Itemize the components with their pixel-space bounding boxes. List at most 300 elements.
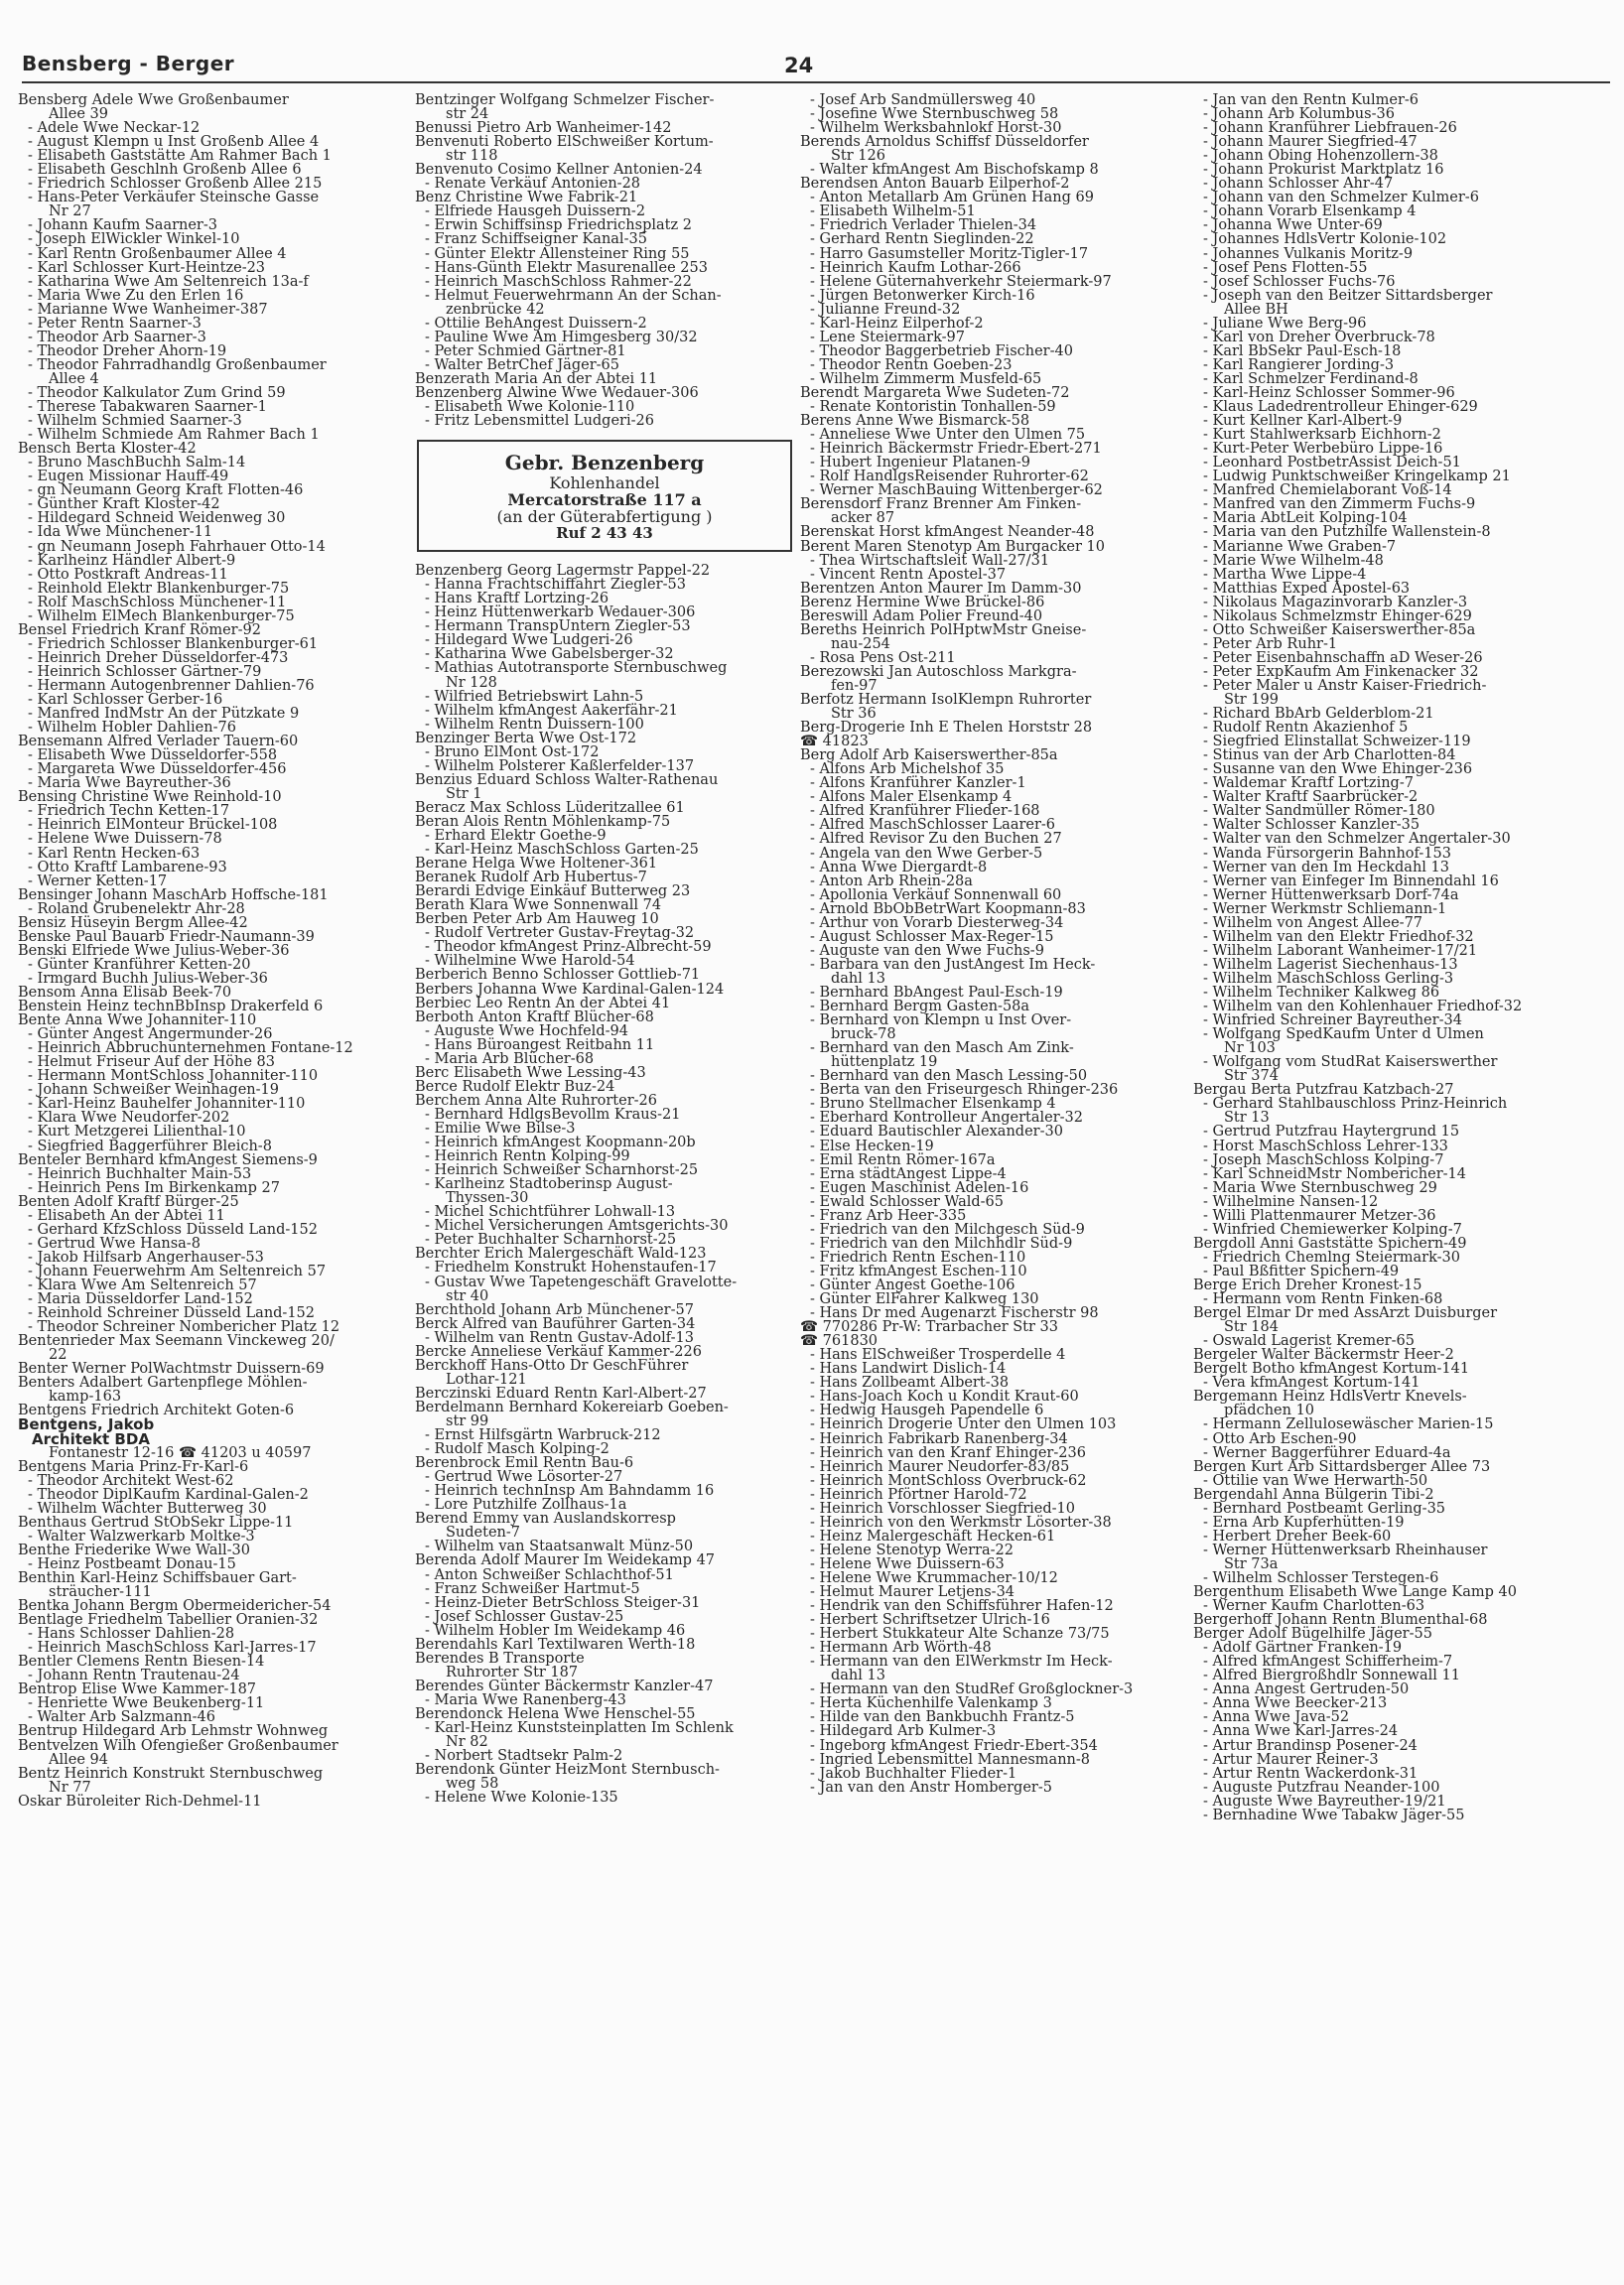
directory-entry: Bergelt Botho kfmAngest Kortum-141 xyxy=(1193,1361,1470,1378)
directory-entry: Bergau Berta Putzfrau Katzbach-27 xyxy=(1193,1082,1454,1099)
directory-entry: Bensel Friedrich Kranf Römer-92 xyxy=(18,621,261,638)
directory-entry: - Rudolf Masch Kolping-2 xyxy=(425,1441,609,1458)
directory-entry: - Hubert Ingenieur Platanen-9 xyxy=(810,455,1030,471)
directory-entry: - Heinrich Bäckermstr Friedr-Ebert-271 xyxy=(810,441,1102,458)
directory-entry: - Hans ElSchweißer Trosperdelle 4 xyxy=(810,1347,1066,1364)
directory-entry: Bergdoll Anni Gaststätte Spichern-49 xyxy=(1193,1235,1467,1252)
directory-entry: Bentka Johann Bergm Obermeidericher-54 xyxy=(18,1598,332,1615)
directory-entry: - Erna Arb Kupferhütten-19 xyxy=(1203,1514,1405,1531)
directory-entry: - Maria Wwe Zu den Erlen 16 xyxy=(28,287,244,304)
directory-entry: - Heinrich Schweißer Scharnhorst-25 xyxy=(425,1162,699,1179)
column-2 xyxy=(415,93,798,2277)
directory-entry: - Harro Gasumsteller Moritz-Tigler-17 xyxy=(810,245,1089,262)
directory-entry: Berdelmann Bernhard Kokereiarb Goeben- xyxy=(415,1399,729,1415)
directory-entry: - Werner MaschBauing Wittenberger-62 xyxy=(810,482,1103,499)
directory-entry: - Johann van den Schmelzer Kulmer-6 xyxy=(1203,190,1479,206)
directory-entry: - Wilhelm kfmAngest Aakerfähr-21 xyxy=(425,702,678,719)
directory-entry: Bentgens Maria Prinz-Fr-Karl-6 xyxy=(18,1458,249,1475)
directory-entry: - Karl-Heinz Kunststeinplatten Im Schlenk xyxy=(425,1720,734,1737)
directory-entry: - Wilhelm Laborant Wanheimer-17/21 xyxy=(1203,942,1478,959)
directory-entry: - Wilhelm Schmied Saarner-3 xyxy=(28,413,242,430)
directory-entry: Bensch Berta Kloster-42 xyxy=(18,441,197,458)
directory-entry: - Josefine Wwe Sternbuschweg 58 xyxy=(810,106,1059,123)
header-rule xyxy=(22,81,1610,83)
directory-entry: - Alfred kfmAngest Schifferheim-7 xyxy=(1203,1654,1453,1671)
directory-entry: - Eduard Bautischler Alexander-30 xyxy=(810,1124,1063,1141)
directory-entry: - Heinrich Maurer Neudorfer-83/85 xyxy=(810,1458,1070,1475)
directory-entry: Berfotz Hermann IsolKlempn Ruhrorter xyxy=(800,692,1092,709)
directory-entry: - Walter Kraftf Saarbrücker-2 xyxy=(1203,789,1419,806)
directory-entry: - Hans-Günth Elektr Masurenallee 253 xyxy=(425,259,708,276)
directory-entry: - Adele Wwe Neckar-12 xyxy=(28,120,201,137)
directory-entry: - Fritz Lebensmittel Ludgeri-26 xyxy=(425,413,654,430)
directory-entry: - Heinrich Schlosser Gärtner-79 xyxy=(28,663,262,680)
directory-entry: - Lene Steiermark-97 xyxy=(810,329,965,345)
directory-entry: - Hildegard Wwe Ludgeri-26 xyxy=(425,632,633,649)
directory-entry: - Heinrich Rentn Kolping-99 xyxy=(425,1148,630,1165)
directory-entry: - Kurt Stahlwerksarb Eichhorn-2 xyxy=(1203,427,1441,444)
entry-continuation: Sudeten-7 xyxy=(446,1525,521,1542)
entry-continuation: fen-97 xyxy=(831,677,878,694)
directory-entry: - Wilhelm Lagerist Siechenhaus-13 xyxy=(1203,956,1458,973)
directory-entry: - Helene Wwe Kolonie-135 xyxy=(425,1790,618,1807)
directory-entry: - Karl Rangierer Jording-3 xyxy=(1203,356,1395,373)
directory-entry: Berendonk Günter HeizMont Sternbusch- xyxy=(415,1762,720,1779)
directory-entry: - Wilhelm Schlosser Terstegen-6 xyxy=(1203,1569,1439,1586)
directory-entry: - Rolf HandlgsReisender Ruhrorter-62 xyxy=(810,469,1089,485)
directory-entry: - Johann Vorarb Elsenkamp 4 xyxy=(1203,203,1417,220)
page-number: 24 xyxy=(784,54,814,77)
directory-entry: Berentzen Anton Maurer Im Damm-30 xyxy=(800,580,1082,597)
directory-entry: Bensiz Hüseyin Bergm Allee-42 xyxy=(18,914,248,931)
directory-entry: - Alfons Arb Michelshof 35 xyxy=(810,761,1005,778)
directory-entry: - Kurt Kellner Karl-Albert-9 xyxy=(1203,413,1403,430)
directory-entry: - Hans Landwirt Dislich-14 xyxy=(810,1361,1007,1378)
directory-entry: - Siegfried Baggerführer Bleich-8 xyxy=(28,1138,272,1154)
directory-entry: - Peter Rentn Saarner-3 xyxy=(28,315,202,332)
directory-entry: - Hans Zollbeamt Albert-38 xyxy=(810,1375,1010,1392)
entry-continuation: pfädchen 10 xyxy=(1224,1403,1315,1419)
directory-entry: Berane Helga Wwe Holtener-361 xyxy=(415,856,658,873)
directory-entry: - Karl von Dreher Overbruck-78 xyxy=(1203,329,1435,345)
directory-entry: - Alfred Biergroßhdlr Sonnewall 11 xyxy=(1203,1668,1460,1684)
directory-entry: - Marianne Wwe Graben-7 xyxy=(1203,538,1397,555)
directory-entry: - Walter Walzwerkarb Moltke-3 xyxy=(28,1528,255,1545)
directory-entry: - Mathias Autotransporte Sternbuschweg xyxy=(425,660,728,677)
directory-entry: - Walter BetrChef Jäger-65 xyxy=(425,356,619,373)
directory-entry: Berckhoff Hans-Otto Dr GeschFührer xyxy=(415,1357,689,1374)
ad-business-type: Kohlenhandel xyxy=(549,473,660,493)
entry-continuation: Lothar-121 xyxy=(446,1371,527,1388)
directory-entry: - Hedwig Hausgeh Papendelle 6 xyxy=(810,1403,1044,1419)
directory-entry: Bentrop Elise Wwe Kammer-187 xyxy=(18,1681,257,1698)
directory-entry: Berboth Anton Kraftf Blücher-68 xyxy=(415,1008,654,1025)
directory-entry: - Hermann TranspUntern Ziegler-53 xyxy=(425,618,691,635)
directory-entry: - Anna Wwe Karl-Jarres-24 xyxy=(1203,1723,1399,1740)
directory-entry: - Julianne Freund-32 xyxy=(810,301,961,318)
entry-continuation: dahl 13 xyxy=(831,1668,885,1684)
directory-entry: - Wolfgang SpedKaufm Unter d Ulmen xyxy=(1203,1026,1484,1043)
directory-entry: Berendes B Transporte xyxy=(415,1650,585,1667)
directory-entry: - Roland Grubenelektr Ahr-28 xyxy=(28,900,245,917)
directory-entry: Benzenberg Georg Lagermstr Pappel-22 xyxy=(415,563,711,580)
directory-entry: - Siegfried Elinstallat Schweizer-119 xyxy=(1203,734,1471,750)
directory-entry: - Wilhelm van Rentn Gustav-Adolf-13 xyxy=(425,1329,694,1346)
directory-entry: Benthaus Gertrud StObSekr Lippe-11 xyxy=(18,1514,294,1531)
directory-entry: - Jan van den Rentn Kulmer-6 xyxy=(1203,93,1419,108)
directory-entry: - Winfried Schreiner Bayreuther-34 xyxy=(1203,1012,1462,1029)
directory-entry: - Kurt Metzgerei Lilienthal-10 xyxy=(28,1124,246,1141)
directory-entry: - Heinrich Kaufm Lothar-266 xyxy=(810,259,1021,276)
directory-entry: - Werner Kaufm Charlotten-63 xyxy=(1203,1598,1425,1615)
directory-entry: - Helene Wwe Krummacher-10/12 xyxy=(810,1569,1058,1586)
directory-entry: - Susanne van den Wwe Ehinger-236 xyxy=(1203,761,1473,778)
entry-continuation: Ruhrorter Str 187 xyxy=(446,1664,579,1680)
directory-entry: Bergel Elmar Dr med AssArzt Duisburger xyxy=(1193,1305,1498,1322)
directory-entry: - Karl Schlosser Kurt-Heintze-23 xyxy=(28,259,266,276)
directory-entry: - Alfred MaschSchlosser Laarer-6 xyxy=(810,817,1056,834)
directory-entry: - Friedrich van den Milchgesch Süd-9 xyxy=(810,1221,1085,1238)
entry-continuation: Nr 77 xyxy=(49,1779,91,1796)
directory-entry: - Gerhard Stahlbauschloss Prinz-Heinrich xyxy=(1203,1096,1508,1113)
directory-entry: - Bernhadine Wwe Tabakw Jäger-55 xyxy=(1203,1807,1465,1823)
directory-entry: - Karl-Heinz Eilperhof-2 xyxy=(810,315,984,332)
directory-entry: Benz Christine Wwe Fabrik-21 xyxy=(415,190,638,206)
directory-entry: - Friedrich Schlosser Großenb Allee 215 xyxy=(28,176,323,193)
directory-entry: Benvenuto Cosimo Kellner Antonien-24 xyxy=(415,162,703,179)
directory-entry: - Vincent Rentn Apostel-37 xyxy=(810,566,1007,583)
directory-entry: - Eugen Maschinist Adelen-16 xyxy=(810,1179,1029,1196)
directory-entry: - Heinrich kfmAngest Koopmann-20b xyxy=(425,1135,696,1151)
directory-entry: - Gerhard Rentn Sieglinden-22 xyxy=(810,231,1034,248)
directory-entry: Berg-Drogerie Inh E Thelen Horststr 28 xyxy=(800,720,1093,737)
directory-entry: - Franz Arb Heer-335 xyxy=(810,1207,967,1224)
directory-entry: Berendonck Helena Wwe Henschel-55 xyxy=(415,1705,696,1722)
directory-entry: - Maria Arb Blücher-68 xyxy=(425,1050,595,1067)
directory-entry: - Vera kfmAngest Kortum-141 xyxy=(1203,1375,1421,1392)
entry-continuation: Str 184 xyxy=(1224,1319,1279,1336)
directory-entry: - Theodor Kalkulator Zum Grind 59 xyxy=(28,384,286,401)
directory-entry: - Hermann MontSchloss Johanniter-110 xyxy=(28,1068,319,1085)
directory-entry: - Otto Postkraft Andreas-11 xyxy=(28,566,228,583)
directory-entry: ☎ 41823 xyxy=(800,734,869,750)
directory-entry: - Hans Kraftf Lortzing-26 xyxy=(425,591,609,607)
directory-entry: - Alfred Kranführer Flieder-168 xyxy=(810,803,1040,820)
directory-entry: - Heinrich Dreher Düsseldorfer-473 xyxy=(28,649,289,666)
directory-entry: - Rudolf Rentn Akazienhof 5 xyxy=(1203,720,1409,737)
directory-entry: - Rudolf Vertreter Gustav-Freytag-32 xyxy=(425,925,695,942)
directory-entry: Berenz Hermine Wwe Brückel-86 xyxy=(800,594,1045,610)
directory-entry: Benzius Eduard Schloss Walter-Rathenau xyxy=(415,771,719,788)
directory-entry: - Helene Wwe Duissern-63 xyxy=(810,1555,1005,1572)
directory-entry: - Peter Buchhalter Scharnhorst-25 xyxy=(425,1232,677,1249)
directory-entry: - Wilhelm MaschSchloss Gerling-3 xyxy=(1203,970,1454,987)
directory-entry: Architekt BDA xyxy=(32,1429,150,1448)
directory-entry: - Ottilie van Wwe Herwarth-50 xyxy=(1203,1472,1428,1489)
directory-entry: - Wilhelm Rentn Duissern-100 xyxy=(425,716,644,733)
directory-entry: - Walter Arb Salzmann-46 xyxy=(28,1709,215,1726)
directory-entry: - Herta Küchenhilfe Valenkamp 3 xyxy=(810,1695,1052,1712)
directory-entry: - Arthur von Vorarb Diesterweg-34 xyxy=(810,914,1064,931)
directory-entry: - Artur Maurer Reiner-3 xyxy=(1203,1751,1379,1768)
directory-entry: - August Klempn u Inst Großenb Allee 4 xyxy=(28,134,320,151)
directory-entry: - Helmut Maurer Letjens-34 xyxy=(810,1584,1015,1601)
directory-entry: - Alfons Kranführer Kanzler-1 xyxy=(810,775,1026,792)
directory-entry: Berczinski Eduard Rentn Karl-Albert-27 xyxy=(415,1385,707,1402)
directory-entry: - Else Hecken-19 xyxy=(810,1138,934,1154)
directory-entry: - Theodor kfmAngest Prinz-Albrecht-59 xyxy=(425,939,712,956)
directory-entry: - Emil Rentn Römer-167a xyxy=(810,1151,996,1168)
directory-entry: Berend Emmy van Auslandskorresp xyxy=(415,1511,676,1528)
directory-entry: - Karl BbSekr Paul-Esch-18 xyxy=(1203,342,1402,359)
directory-entry: - Werner Ketten-17 xyxy=(28,873,168,889)
entry-continuation: Nr 27 xyxy=(49,203,91,220)
directory-entry: - Jan van den Anstr Homberger-5 xyxy=(810,1779,1052,1796)
directory-entry: - Rolf MaschSchloss Münchener-11 xyxy=(28,594,287,610)
entry-continuation: weg 58 xyxy=(446,1776,499,1793)
directory-entry: - Johann Prokurist Marktplatz 16 xyxy=(1203,162,1444,179)
directory-entry: - Theodor Schreiner Nombericher Platz 12 xyxy=(28,1319,340,1336)
directory-entry: - Wilhelm ElMech Blankenburger-75 xyxy=(28,607,295,624)
directory-entry: Bergerhoff Johann Rentn Blumenthal-68 xyxy=(1193,1612,1488,1629)
advertisement-box xyxy=(417,440,792,552)
directory-entry: - Helene Güternahverkehr Steiermark-97 xyxy=(810,273,1112,290)
directory-entry: - Barbara van den JustAngest Im Heck- xyxy=(810,956,1096,973)
ad-location-note: (an der Güterabfertigung ) xyxy=(496,507,713,527)
directory-entry: - Arnold BbObBetrWart Koopmann-83 xyxy=(810,900,1086,917)
directory-entry: - Jakob Buchhalter Flieder-1 xyxy=(810,1765,1017,1782)
directory-entry: - Friedrich Schlosser Blankenburger-61 xyxy=(28,635,319,652)
directory-entry: - Ida Wwe Münchener-11 xyxy=(28,524,213,541)
directory-entry: - Johannes HdlsVertr Kolonie-102 xyxy=(1203,231,1447,248)
directory-entry: Benzerath Maria An der Abtei 11 xyxy=(415,370,658,387)
directory-entry: - Gertrud Wwe Hansa-8 xyxy=(28,1235,201,1252)
directory-entry: Berchthold Johann Arb Münchener-57 xyxy=(415,1301,694,1318)
directory-entry: - Friedrich Rentn Eschen-110 xyxy=(810,1249,1026,1266)
directory-entry: Berenskat Horst kfmAngest Neander-48 xyxy=(800,524,1095,541)
directory-entry: - Eugen Missionar Hauff-49 xyxy=(28,469,229,485)
directory-entry: - Manfred IndMstr An der Pützkate 9 xyxy=(28,706,300,723)
directory-entry: - Bernhard Postbeamt Gerling-35 xyxy=(1203,1500,1446,1517)
directory-entry: - Hermann van den StudRef Großglockner-3 xyxy=(810,1681,1134,1698)
directory-entry: - Theodor Arb Saarner-3 xyxy=(28,329,206,345)
directory-entry: - gn Neumann Georg Kraft Flotten-46 xyxy=(28,482,304,499)
directory-entry: Benter Werner PolWachtmstr Duissern-69 xyxy=(18,1361,325,1378)
directory-entry: - Fritz kfmAngest Eschen-110 xyxy=(810,1263,1027,1279)
directory-entry: - Hilde van den Bankbuchh Frantz-5 xyxy=(810,1709,1075,1726)
directory-entry: - Hans Dr med Augenarzt Fischerstr 98 xyxy=(810,1305,1099,1322)
directory-entry: - Herbert Stukkateur Alte Schanze 73/75 xyxy=(810,1626,1110,1643)
directory-entry: - Johann Schweißer Weinhagen-19 xyxy=(28,1082,279,1099)
directory-entry: - Werner Werkmstr Schliemann-1 xyxy=(1203,900,1447,917)
page-header xyxy=(22,50,1610,81)
directory-entry: - Heinrich von den Werkmstr Lösorter-38 xyxy=(810,1514,1112,1531)
directory-entry: - Josef Schlosser Fuchs-76 xyxy=(1203,273,1396,290)
directory-entry: - Hildegard Arb Kulmer-3 xyxy=(810,1723,997,1740)
directory-entry: Bergen Kurt Arb Sittardsberger Allee 73 xyxy=(1193,1458,1491,1475)
directory-entry: - Helene Stenotyp Werra-22 xyxy=(810,1542,1014,1558)
directory-entry: - Marianne Wwe Wanheimer-387 xyxy=(28,301,268,318)
directory-entry: - Karlheinz Händler Albert-9 xyxy=(28,552,236,569)
entry-continuation: Str 36 xyxy=(831,706,877,723)
directory-entry: - Pauline Wwe Am Himgesberg 30/32 xyxy=(425,329,698,345)
directory-entry: - Wilhelm Hobler Dahlien-76 xyxy=(28,720,236,737)
entry-continuation: kamp-163 xyxy=(49,1389,122,1406)
directory-entry: - Anton Schweißer Schlachthof-51 xyxy=(425,1566,674,1583)
entry-continuation: sträucher-111 xyxy=(49,1584,152,1601)
directory-entry: Bergendahl Anna Bülgerin Tibi-2 xyxy=(1193,1486,1434,1503)
directory-entry: - Günther Kraft Kloster-42 xyxy=(28,496,220,513)
entry-continuation: Allee BH xyxy=(1224,301,1288,318)
directory-entry: - Maria Wwe Bayreuther-36 xyxy=(28,775,231,792)
entry-continuation: str 24 xyxy=(446,106,489,123)
directory-entry: - Wilhelm Polsterer Kaßlerfelder-137 xyxy=(425,757,695,774)
directory-entry: Bergemann Heinz HdlsVertr Knevels- xyxy=(1193,1389,1467,1406)
directory-entry: - Wilhelmine Nansen-12 xyxy=(1203,1193,1379,1210)
directory-entry: Berardi Edvige Einkäuf Butterweg 23 xyxy=(415,883,691,900)
directory-entry: - Herbert Schriftsetzer Ulrich-16 xyxy=(810,1612,1050,1629)
directory-entry: Bereswill Adam Polier Freund-40 xyxy=(800,607,1043,624)
directory-entry: - Werner van den Im Heckdahl 13 xyxy=(1203,859,1449,875)
directory-entry: - Bernhard van den Masch Lessing-50 xyxy=(810,1068,1088,1085)
directory-entry: - Jakob Hilfsarb Angerhauser-53 xyxy=(28,1249,264,1266)
directory-entry: - Horst MaschSchloss Lehrer-133 xyxy=(1203,1138,1448,1154)
directory-entry: - Hans Schlosser Dahlien-28 xyxy=(28,1626,235,1643)
directory-entry: Berensdorf Franz Brenner Am Finken- xyxy=(800,496,1082,513)
directory-entry: - Erwin Schiffsinsp Friedrichsplatz 2 xyxy=(425,217,692,234)
directory-entry: - Heinrich MaschSchloss Rahmer-22 xyxy=(425,273,692,290)
directory-entry: - Walter Schlosser Kanzler-35 xyxy=(1203,817,1421,834)
directory-entry: - Maria AbtLeit Kolping-104 xyxy=(1203,510,1408,527)
directory-entry: - Eberhard Kontrolleur Angertaler-32 xyxy=(810,1110,1084,1127)
directory-entry: - Friedhelm Konstrukt Hohenstaufen-17 xyxy=(425,1260,717,1277)
directory-entry: - Franz Schiffseigner Kanal-35 xyxy=(425,231,647,248)
directory-entry: - Friedrich Chemlng Steiermark-30 xyxy=(1203,1249,1460,1266)
directory-entry: Benthin Karl-Heinz Schiffsbauer Gart- xyxy=(18,1569,297,1586)
directory-entry: - Bruno ElMont Ost-172 xyxy=(425,743,600,760)
directory-entry: Benteler Bernhard kfmAngest Siemens-9 xyxy=(18,1151,318,1168)
entry-continuation: hüttenplatz 19 xyxy=(831,1054,938,1071)
directory-entry: Benske Paul Bauarb Friedr-Naumann-39 xyxy=(18,928,315,945)
directory-entry: - Anna Wwe Java-52 xyxy=(1203,1709,1350,1726)
directory-entry: - Johann Arb Kolumbus-36 xyxy=(1203,106,1395,123)
directory-entry: - Karlheinz Stadtoberinsp August- xyxy=(425,1176,673,1193)
directory-entry: - Heinrich Drogerie Unter den Ulmen 103 xyxy=(810,1416,1117,1433)
directory-entry: Berendsen Anton Bauarb Eilperhof-2 xyxy=(800,176,1070,193)
directory-entry: - Renate Kontoristin Tonhallen-59 xyxy=(810,399,1056,416)
ad-phone: Ruf 2 43 43 xyxy=(556,524,653,543)
directory-entry: Berendes Günter Bäckermstr Kanzler-47 xyxy=(415,1678,714,1694)
directory-entry: - Alfred Revisor Zu den Buchen 27 xyxy=(810,831,1062,848)
directory-entry: Bente Anna Wwe Johanniter-110 xyxy=(18,1012,257,1029)
directory-entry: - Karl Schlosser Gerber-16 xyxy=(28,692,223,709)
directory-entry: Berenbrock Emil Rentn Bau-6 xyxy=(415,1455,634,1472)
directory-entry: - Werner van Einfeger Im Binnendahl 16 xyxy=(1203,873,1499,889)
directory-entry: - Henriette Wwe Beukenberg-11 xyxy=(28,1695,265,1712)
directory-entry: - Wilhelm van Staatsanwalt Münz-50 xyxy=(425,1539,694,1555)
directory-entry: - Heinrich ElMonteur Brückel-108 xyxy=(28,817,278,834)
entry-continuation: Str 374 xyxy=(1224,1068,1279,1085)
directory-entry: - Theodor Architekt West-62 xyxy=(28,1472,234,1489)
directory-entry: Benthe Friederike Wwe Wall-30 xyxy=(18,1542,250,1558)
directory-entry: - Hans-Joach Koch u Kondit Kraut-60 xyxy=(810,1389,1079,1406)
directory-entry: - Walter kfmAngest Am Bischofskamp 8 xyxy=(810,162,1099,179)
directory-entry: - Karl Schmelzer Ferdinand-8 xyxy=(1203,370,1419,387)
directory-entry: - Heinz Malergeschäft Hecken-61 xyxy=(810,1528,1056,1545)
directory-entry: - Erna städtAngest Lippe-4 xyxy=(810,1165,1007,1182)
directory-entry: Bentlage Friedhelm Tabellier Oranien-32 xyxy=(18,1612,319,1629)
directory-entry: - Leonhard PostbetrAssist Deich-51 xyxy=(1203,455,1461,471)
entry-continuation: nau-254 xyxy=(831,635,890,652)
entry-continuation: Fontanestr 12-16 ☎ 41203 u 40597 xyxy=(49,1444,312,1461)
directory-entry: Berenda Adolf Maurer Im Weidekamp 47 xyxy=(415,1552,716,1569)
directory-entry: - Alfons Maler Elsenkamp 4 xyxy=(810,789,1013,806)
running-head: Bensberg - Berger xyxy=(22,52,235,75)
directory-entry: - Joseph MaschSchloss Kolping-7 xyxy=(1203,1151,1444,1168)
directory-entry: - Heinrich Pförtner Harold-72 xyxy=(810,1486,1027,1503)
directory-entry: - Michel Schichtführer Lohwall-13 xyxy=(425,1204,676,1221)
directory-entry: - Werner Hüttenwerksarb Dorf-74a xyxy=(1203,886,1459,903)
directory-entry: Bentler Clemens Rentn Biesen-14 xyxy=(18,1654,265,1671)
directory-entry: - Theodor Fahrradhandlg Großenbaumer xyxy=(28,356,327,373)
directory-entry: - Heinrich Abbruchunternehmen Fontane-12 xyxy=(28,1040,353,1057)
directory-entry: - Katharina Wwe Am Seltenreich 13a-f xyxy=(28,273,309,290)
directory-entry: Berc Elisabeth Wwe Lessing-43 xyxy=(415,1064,646,1081)
directory-entry: - Nikolaus Magazinvorarb Kanzler-3 xyxy=(1203,594,1468,610)
directory-entry: - Hanna Frachtschiffahrt Ziegler-53 xyxy=(425,577,686,594)
directory-entry: Berbiec Leo Rentn An der Abtei 41 xyxy=(415,995,671,1011)
directory-entry: - Gerhard KfzSchloss Düsseld Land-152 xyxy=(28,1221,318,1238)
directory-entry: - Johannes Vulkanis Moritz-9 xyxy=(1203,245,1414,262)
directory-entry: - Wilhelm van den Elektr Friedhof-32 xyxy=(1203,928,1474,945)
directory-entry: - August Schlosser Max-Reger-15 xyxy=(810,928,1054,945)
directory-entry: Berendt Margareta Wwe Sudeten-72 xyxy=(800,384,1070,401)
directory-entry: - Helene Wwe Duissern-78 xyxy=(28,831,222,848)
directory-entry: Benzenberg Alwine Wwe Wedauer-306 xyxy=(415,384,699,401)
directory-entry: - Hans Büroangest Reitbahn 11 xyxy=(425,1036,655,1053)
directory-entry: - Ludwig Punktschweißer Kringelkamp 21 xyxy=(1203,469,1511,485)
directory-entry: - Elisabeth An der Abtei 11 xyxy=(28,1207,225,1224)
directory-entry: - Wilhelm von Angest Allee-77 xyxy=(1203,914,1423,931)
directory-entry: - Angela van den Wwe Gerber-5 xyxy=(810,845,1043,862)
directory-entry: Bergeler Walter Bäckermstr Heer-2 xyxy=(1193,1347,1454,1364)
directory-entry: Berezowski Jan Autoschloss Markgra- xyxy=(800,663,1077,680)
directory-entry: - Günter Angest Angermunder-26 xyxy=(28,1026,273,1043)
directory-entry: - Heinrich Vorschlosser Siegfried-10 xyxy=(810,1500,1076,1517)
directory-entry: - Rosa Pens Ost-211 xyxy=(810,649,956,666)
directory-entry: - Theodor DiplKaufm Kardinal-Galen-2 xyxy=(28,1486,309,1503)
directory-entry: - Gertrud Putzfrau Haytergrund 15 xyxy=(1203,1124,1460,1141)
entry-continuation: Allee 4 xyxy=(49,370,99,387)
directory-entry: - Katharina Wwe Gabelsberger-32 xyxy=(425,646,674,663)
directory-entry: - Renate Verkäuf Antonien-28 xyxy=(425,176,641,193)
directory-entry: - Willi Plattenmaurer Metzer-36 xyxy=(1203,1207,1436,1224)
directory-entry: - Maria Wwe Sternbuschweg 29 xyxy=(1203,1179,1437,1196)
directory-entry: Bentenrieder Max Seemann Vinckeweg 20/ xyxy=(18,1333,335,1350)
directory-entry: Berchter Erich Malergeschäft Wald-123 xyxy=(415,1246,707,1263)
directory-entry: - Ingeborg kfmAngest Friedr-Ebert-354 xyxy=(810,1737,1098,1754)
directory-entry: - Johann Maurer Siegfried-47 xyxy=(1203,134,1418,151)
directory-entry: - Thea Wirtschaftsleit Wall-27/31 xyxy=(810,552,1050,569)
directory-entry: - Peter Arb Ruhr-1 xyxy=(1203,635,1338,652)
directory-entry: - Wilfried Betriebswirt Lahn-5 xyxy=(425,688,644,705)
directory-entry: - Reinhold Schreiner Düsseld Land-152 xyxy=(28,1305,316,1322)
directory-entry: - Anna Angest Gertruden-50 xyxy=(1203,1681,1410,1698)
directory-entry: - Walter Sandmüller Römer-180 xyxy=(1203,803,1435,820)
directory-entry: - Walter van den Schmelzer Angertaler-30 xyxy=(1203,831,1511,848)
directory-entry: - Elisabeth Gaststätte Am Rahmer Bach 1 xyxy=(28,148,332,165)
directory-entry: - Hendrik van den Schiffsführer Hafen-12 xyxy=(810,1598,1114,1615)
